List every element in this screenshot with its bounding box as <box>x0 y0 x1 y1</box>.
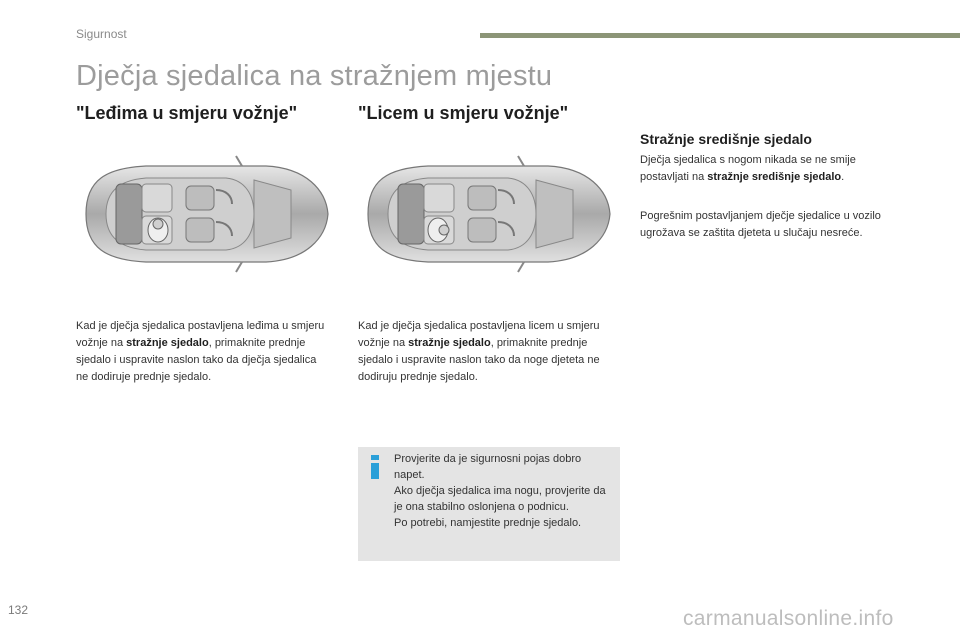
car-illustration-rear-facing <box>76 150 332 278</box>
incorrect-installation-warning: Pogrešnim postavljanjem dječje sjedalice u vozilo ugrožava se zaštita djeteta u slučaju nesreće. <box>640 210 881 239</box>
rear-facing-text-start: Kad je dječja sjedalica postavljena leđima u smjeru vožnje na <box>76 320 325 349</box>
rear-facing-instructions <box>76 318 326 386</box>
rear-centre-bold: stražnje središnje sjedalo <box>707 171 842 183</box>
heading-rear-facing: "Leđima u smjeru vožnje" <box>76 103 298 123</box>
forward-facing-text-start: Kad je dječja sjedalica postavljena licem u smjeru vožnje na <box>358 320 600 349</box>
car-illustration-forward-facing <box>358 150 614 278</box>
info-icon <box>368 455 382 479</box>
forward-facing-text-end: , primaknite prednje sjedalo i uspravite naslon tako da noge djeteta ne dodiruju prednje sjedalo. <box>358 337 600 383</box>
rear-facing-text-end: , primaknite prednje sjedalo i uspravite naslon tako da dječja sjedalica ne dodiruje prednje sjedalo. <box>76 337 317 383</box>
heading-forward-facing: "Licem u smjeru vožnje" <box>358 103 569 123</box>
rear-centre-seat-warning <box>640 152 890 186</box>
section-label: Sigurnost <box>76 27 127 41</box>
info-line-1: Provjerite da je sigurnosni pojas dobro napet. <box>394 453 582 481</box>
watermark: carmanualsonline.info <box>683 607 894 630</box>
info-text <box>394 451 614 531</box>
page-title: Dječja sjedalica na stražnjem mjestu <box>76 60 553 92</box>
info-line-3: Po potrebi, namjestite prednje sjedalo. <box>394 517 582 529</box>
info-box <box>358 447 620 561</box>
page-number: 132 <box>8 603 29 617</box>
rear-centre-text-end: . <box>841 171 845 183</box>
rear-centre-text-start: Dječja sjedalica s nogom nikada se ne smije postavljati na <box>640 154 856 183</box>
forward-facing-bold: stražnje sjedalo <box>408 337 491 349</box>
rear-facing-bold: stražnje sjedalo <box>126 337 209 349</box>
info-line-2: Ako dječja sjedalica ima nogu, provjerite da je ona stabilno oslonjena o podnicu. <box>394 485 606 513</box>
rear-centre-seat-heading: Stražnje središnje sjedalo <box>640 131 812 147</box>
forward-facing-instructions <box>358 318 620 386</box>
header-bar <box>480 33 960 38</box>
